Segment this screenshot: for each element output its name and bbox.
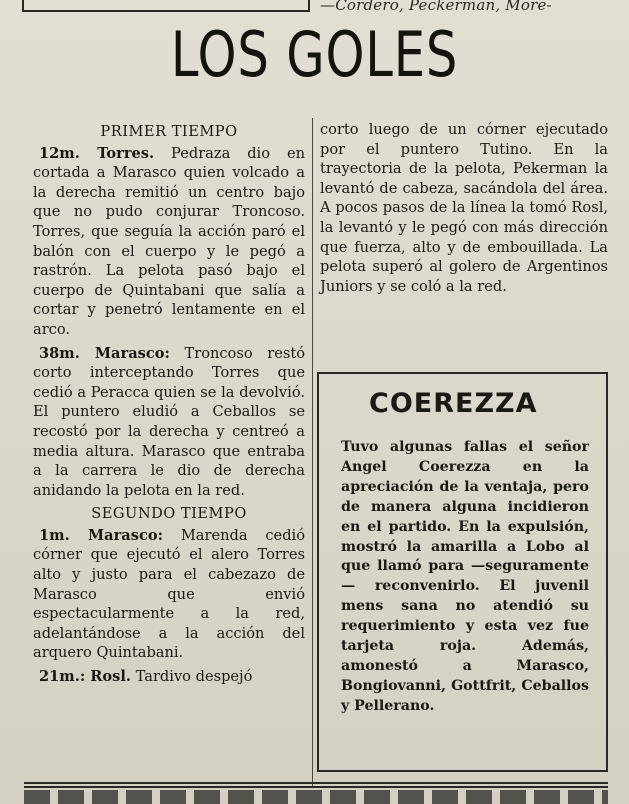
- goal-paragraph-4: [33, 667, 305, 687]
- goal-4-lead: 21m.: Rosl.: [39, 668, 132, 686]
- bottom-cut-text: [24, 790, 608, 804]
- heading-first-half: PRIMER TIEMPO: [100, 123, 238, 140]
- top-frame-remnant: [22, 0, 310, 12]
- goal-paragraph-1: [33, 144, 305, 340]
- goal-paragraph-3: [33, 526, 305, 663]
- goal-4-text: Tardivo despejó: [131, 668, 253, 686]
- bottom-rule: [24, 782, 608, 788]
- goal-paragraph-4-continued: corto luego de un córner ejecutado por el puntero Tutino. En la trayectoria de la pelota, Pekerman la levantó de cabeza, sacándola del área. A pocos pasos de la línea la tomó Rosl, la levantó y le pegó con más dirección que fuerza, alto y de embouillada. La pelota superó al golero de Argentinos Juniors y se coló a la red.: [320, 121, 608, 295]
- goal-1-lead: 12m. Torres.: [39, 144, 155, 162]
- top-text-snippet: —Cordero, Peckerman, More-: [320, 0, 552, 14]
- goal-1-text: Pedraza dio en cortada a Marasco quien volcado a la derecha remitió un centro bajo que no pudo conjurar Troncoso. Torres, que seguía la acción paró el balón con el cuerpo y le pegó a rastrón. La pelota pasó bajo el cuerpo de Quintabani que salía a cortar y penetró lentamente en el arco.: [33, 144, 305, 338]
- goal-2-lead: 38m. Marasco:: [39, 344, 170, 362]
- headline: LOS GOLES: [170, 18, 459, 91]
- goal-3-text: Marenda cedió córner que ejecutó el alero Torres alto y justo para el cabezazo de Marasco que envió espectacularmente a la red, adelantándose a la acción del arquero Quintabani.: [33, 526, 305, 662]
- referee-box: [317, 372, 608, 772]
- referee-box-text: Tuvo algunas fallas el señor Angel Coerezza en la apreciación de la ventaja, pero de manera alguna incidieron en el partido. En la expulsión, mostró la amarilla a Lobo al que llamó para —seguramente— reconvenirlo. El juvenil mens sana no atendió su requerimiento y esta vez fue tarjeta roja. Además, amonestó a Marasco, Bongiovanni, Gottfrit, Ceballos y Pellerano.: [341, 439, 589, 714]
- goal-2-text: Troncoso restó corto interceptando Torres que cedió a Peracca quien se la devolvió. El puntero eludió a Ceballos se recostó por la derecha y centreó a media altura. Marasco que entraba a la carrera le dio de derecha anidando la pelota en la red.: [33, 344, 305, 499]
- goal-paragraph-2: [33, 344, 305, 501]
- heading-second-half: SEGUNDO TIEMPO: [91, 505, 247, 523]
- goal-3-lead: 1m. Marasco:: [39, 526, 163, 544]
- referee-box-title: COEREZZA: [369, 388, 538, 419]
- column-divider: [312, 118, 313, 788]
- right-column: [320, 120, 608, 300]
- left-column: [33, 120, 305, 691]
